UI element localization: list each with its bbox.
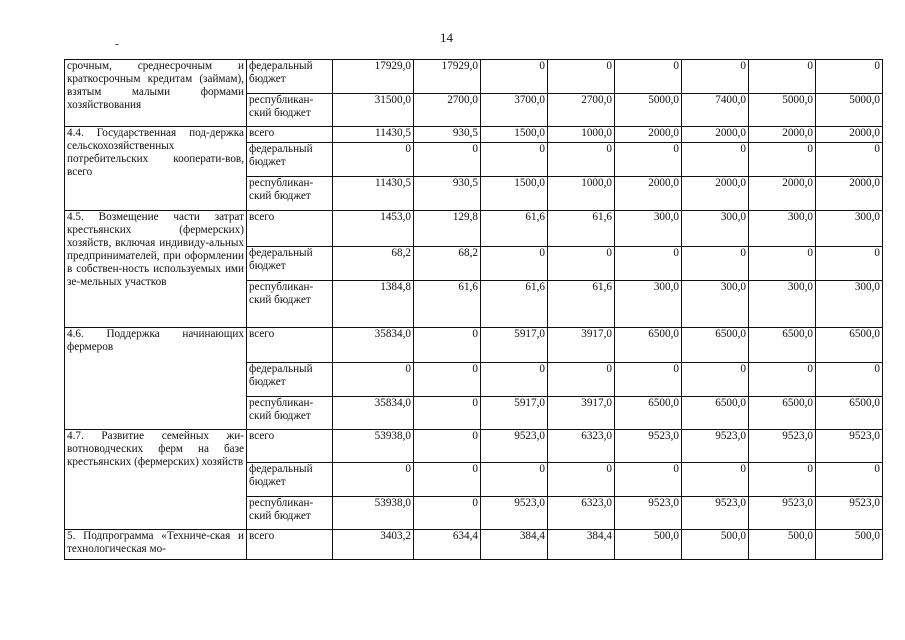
amount-year: 9523,0 [749,497,816,530]
amount-total: 17929,0 [333,60,414,94]
amount-year: 9523,0 [816,497,883,530]
amount-year: 2700,0 [548,94,615,127]
amount-year: 0 [481,463,548,497]
amount-year: 0 [548,363,615,397]
amount-year: 2000,0 [682,177,749,211]
table-row [65,60,883,94]
amount-year: 0 [749,60,816,94]
amount-year: 0 [749,143,816,177]
funding-source: республикан-ский бюджет [247,397,333,430]
amount-year: 5000,0 [749,94,816,127]
amount-year: 6500,0 [615,397,682,430]
amount-year: 0 [615,363,682,397]
amount-year: 0 [682,463,749,497]
funding-source: федеральный бюджет [247,463,333,497]
amount-year: 6500,0 [615,328,682,363]
amount-year: 0 [749,463,816,497]
amount-year: 384,4 [481,530,548,560]
amount-year: 5000,0 [615,94,682,127]
amount-year: 9523,0 [749,430,816,463]
measure-description: 4.4. Государственная под-держка сельскохозяйственных потребительских кооперати-вов, всего [65,127,247,211]
amount-year: 6323,0 [548,497,615,530]
funding-source: всего [247,211,333,247]
amount-year: 61,6 [481,211,548,247]
amount-total: 35834,0 [333,397,414,430]
table-row [65,328,883,363]
amount-year: 500,0 [615,530,682,560]
amount-year: 0 [749,363,816,397]
amount-year: 2000,0 [749,127,816,143]
amount-total: 68,2 [333,247,414,281]
table-row [65,430,883,463]
page-number: 14 [440,30,453,45]
funding-source: всего [247,328,333,363]
amount-year: 0 [548,143,615,177]
amount-year: 0 [749,247,816,281]
amount-total: 53938,0 [333,497,414,530]
amount-year: 5000,0 [816,94,883,127]
budget-table-body [65,60,883,560]
amount-year: 300,0 [749,281,816,328]
table-row [65,127,883,143]
amount-year: 9523,0 [816,430,883,463]
amount-year: 300,0 [816,281,883,328]
amount-year: 930,5 [414,127,481,143]
amount-year: 0 [816,363,883,397]
amount-year: 5917,0 [481,397,548,430]
amount-year: 9523,0 [481,430,548,463]
amount-year: 2000,0 [682,127,749,143]
amount-total: 0 [333,363,414,397]
amount-year: 2000,0 [749,177,816,211]
amount-total: 0 [333,463,414,497]
amount-year: 6500,0 [749,397,816,430]
amount-year: 6500,0 [816,397,883,430]
funding-source: федеральный бюджет [247,247,333,281]
measure-description: 5. Подпрограмма «Техниче-ская и технологическая мо- [65,530,247,560]
amount-year: 0 [414,328,481,363]
amount-year: 0 [481,247,548,281]
amount-year: 2000,0 [816,127,883,143]
amount-year: 2000,0 [615,127,682,143]
amount-year: 9523,0 [481,497,548,530]
funding-source: республикан-ский бюджет [247,281,333,328]
amount-year: 9523,0 [615,497,682,530]
amount-year: 0 [548,60,615,94]
amount-year: 0 [682,143,749,177]
measure-description: 4.7. Развитие семейных жи-вотноводческих ферм на базе крестьянских (фермерских) хозяйств [65,430,247,530]
amount-year: 0 [682,60,749,94]
amount-year: 61,6 [548,211,615,247]
funding-source: всего [247,530,333,560]
amount-year: 3700,0 [481,94,548,127]
funding-source: республикан-ский бюджет [247,94,333,127]
amount-year: 300,0 [682,281,749,328]
table-row [65,530,883,560]
funding-source: республикан-ский бюджет [247,497,333,530]
amount-year: 6500,0 [682,328,749,363]
amount-total: 3403,2 [333,530,414,560]
amount-year: 7400,0 [682,94,749,127]
funding-source: всего [247,430,333,463]
amount-year: 0 [414,430,481,463]
amount-total: 53938,0 [333,430,414,463]
amount-year: 2000,0 [816,177,883,211]
amount-year: 0 [682,247,749,281]
amount-total: 0 [333,143,414,177]
amount-total: 1384,8 [333,281,414,328]
amount-year: 300,0 [816,211,883,247]
amount-year: 61,6 [414,281,481,328]
amount-year: 0 [481,60,548,94]
margin-mark: - [115,38,119,50]
amount-year: 634,4 [414,530,481,560]
amount-total: 11430,5 [333,127,414,143]
amount-year: 500,0 [682,530,749,560]
amount-year: 2000,0 [615,177,682,211]
amount-year: 0 [548,247,615,281]
amount-year: 5917,0 [481,328,548,363]
amount-year: 930,5 [414,177,481,211]
amount-year: 9523,0 [682,430,749,463]
measure-description: 4.6. Поддержка начинающих фермеров [65,328,247,430]
funding-source: федеральный бюджет [247,143,333,177]
amount-year: 9523,0 [682,497,749,530]
amount-year: 0 [414,497,481,530]
measure-description: срочным, среднесрочным и краткосрочным кредитам (займам), взятым малыми формами хозяйствования [65,60,247,127]
funding-source: федеральный бюджет [247,363,333,397]
amount-year: 6500,0 [816,328,883,363]
amount-year: 0 [615,463,682,497]
amount-year: 0 [548,463,615,497]
amount-year: 3917,0 [548,328,615,363]
amount-year: 0 [816,463,883,497]
amount-total: 11430,5 [333,177,414,211]
amount-year: 384,4 [548,530,615,560]
funding-source: всего [247,127,333,143]
amount-year: 0 [615,247,682,281]
amount-year: 0 [816,60,883,94]
amount-year: 61,6 [548,281,615,328]
amount-year: 0 [414,363,481,397]
amount-year: 0 [414,397,481,430]
amount-year: 0 [682,363,749,397]
amount-year: 0 [816,247,883,281]
amount-year: 0 [414,143,481,177]
amount-total: 1453,0 [333,211,414,247]
amount-year: 3917,0 [548,397,615,430]
amount-year: 300,0 [749,211,816,247]
funding-source: федеральный бюджет [247,60,333,94]
amount-year: 300,0 [615,211,682,247]
amount-year: 0 [615,143,682,177]
amount-year: 500,0 [749,530,816,560]
amount-year: 0 [481,363,548,397]
amount-year: 6500,0 [682,397,749,430]
amount-year: 500,0 [816,530,883,560]
amount-year: 9523,0 [615,430,682,463]
amount-year: 129,8 [414,211,481,247]
amount-year: 6500,0 [749,328,816,363]
amount-year: 0 [414,463,481,497]
amount-year: 61,6 [481,281,548,328]
amount-year: 1500,0 [481,127,548,143]
amount-year: 1000,0 [548,177,615,211]
amount-total: 35834,0 [333,328,414,363]
amount-year: 2700,0 [414,94,481,127]
amount-year: 0 [816,143,883,177]
amount-year: 6323,0 [548,430,615,463]
amount-year: 300,0 [615,281,682,328]
amount-year: 1000,0 [548,127,615,143]
amount-year: 17929,0 [414,60,481,94]
amount-year: 300,0 [682,211,749,247]
amount-year: 0 [481,143,548,177]
funding-source: республикан-ский бюджет [247,177,333,211]
amount-year: 0 [615,60,682,94]
budget-table [64,59,883,560]
amount-year: 1500,0 [481,177,548,211]
table-row [65,211,883,247]
measure-description: 4.5. Возмещение части затрат крестьянских (фермерских) хозяйств, включая индивиду-альных предпринимателей, при оформлении в собствен-ность используемых ими зе-мельных участков [65,211,247,328]
amount-total: 31500,0 [333,94,414,127]
amount-year: 68,2 [414,247,481,281]
